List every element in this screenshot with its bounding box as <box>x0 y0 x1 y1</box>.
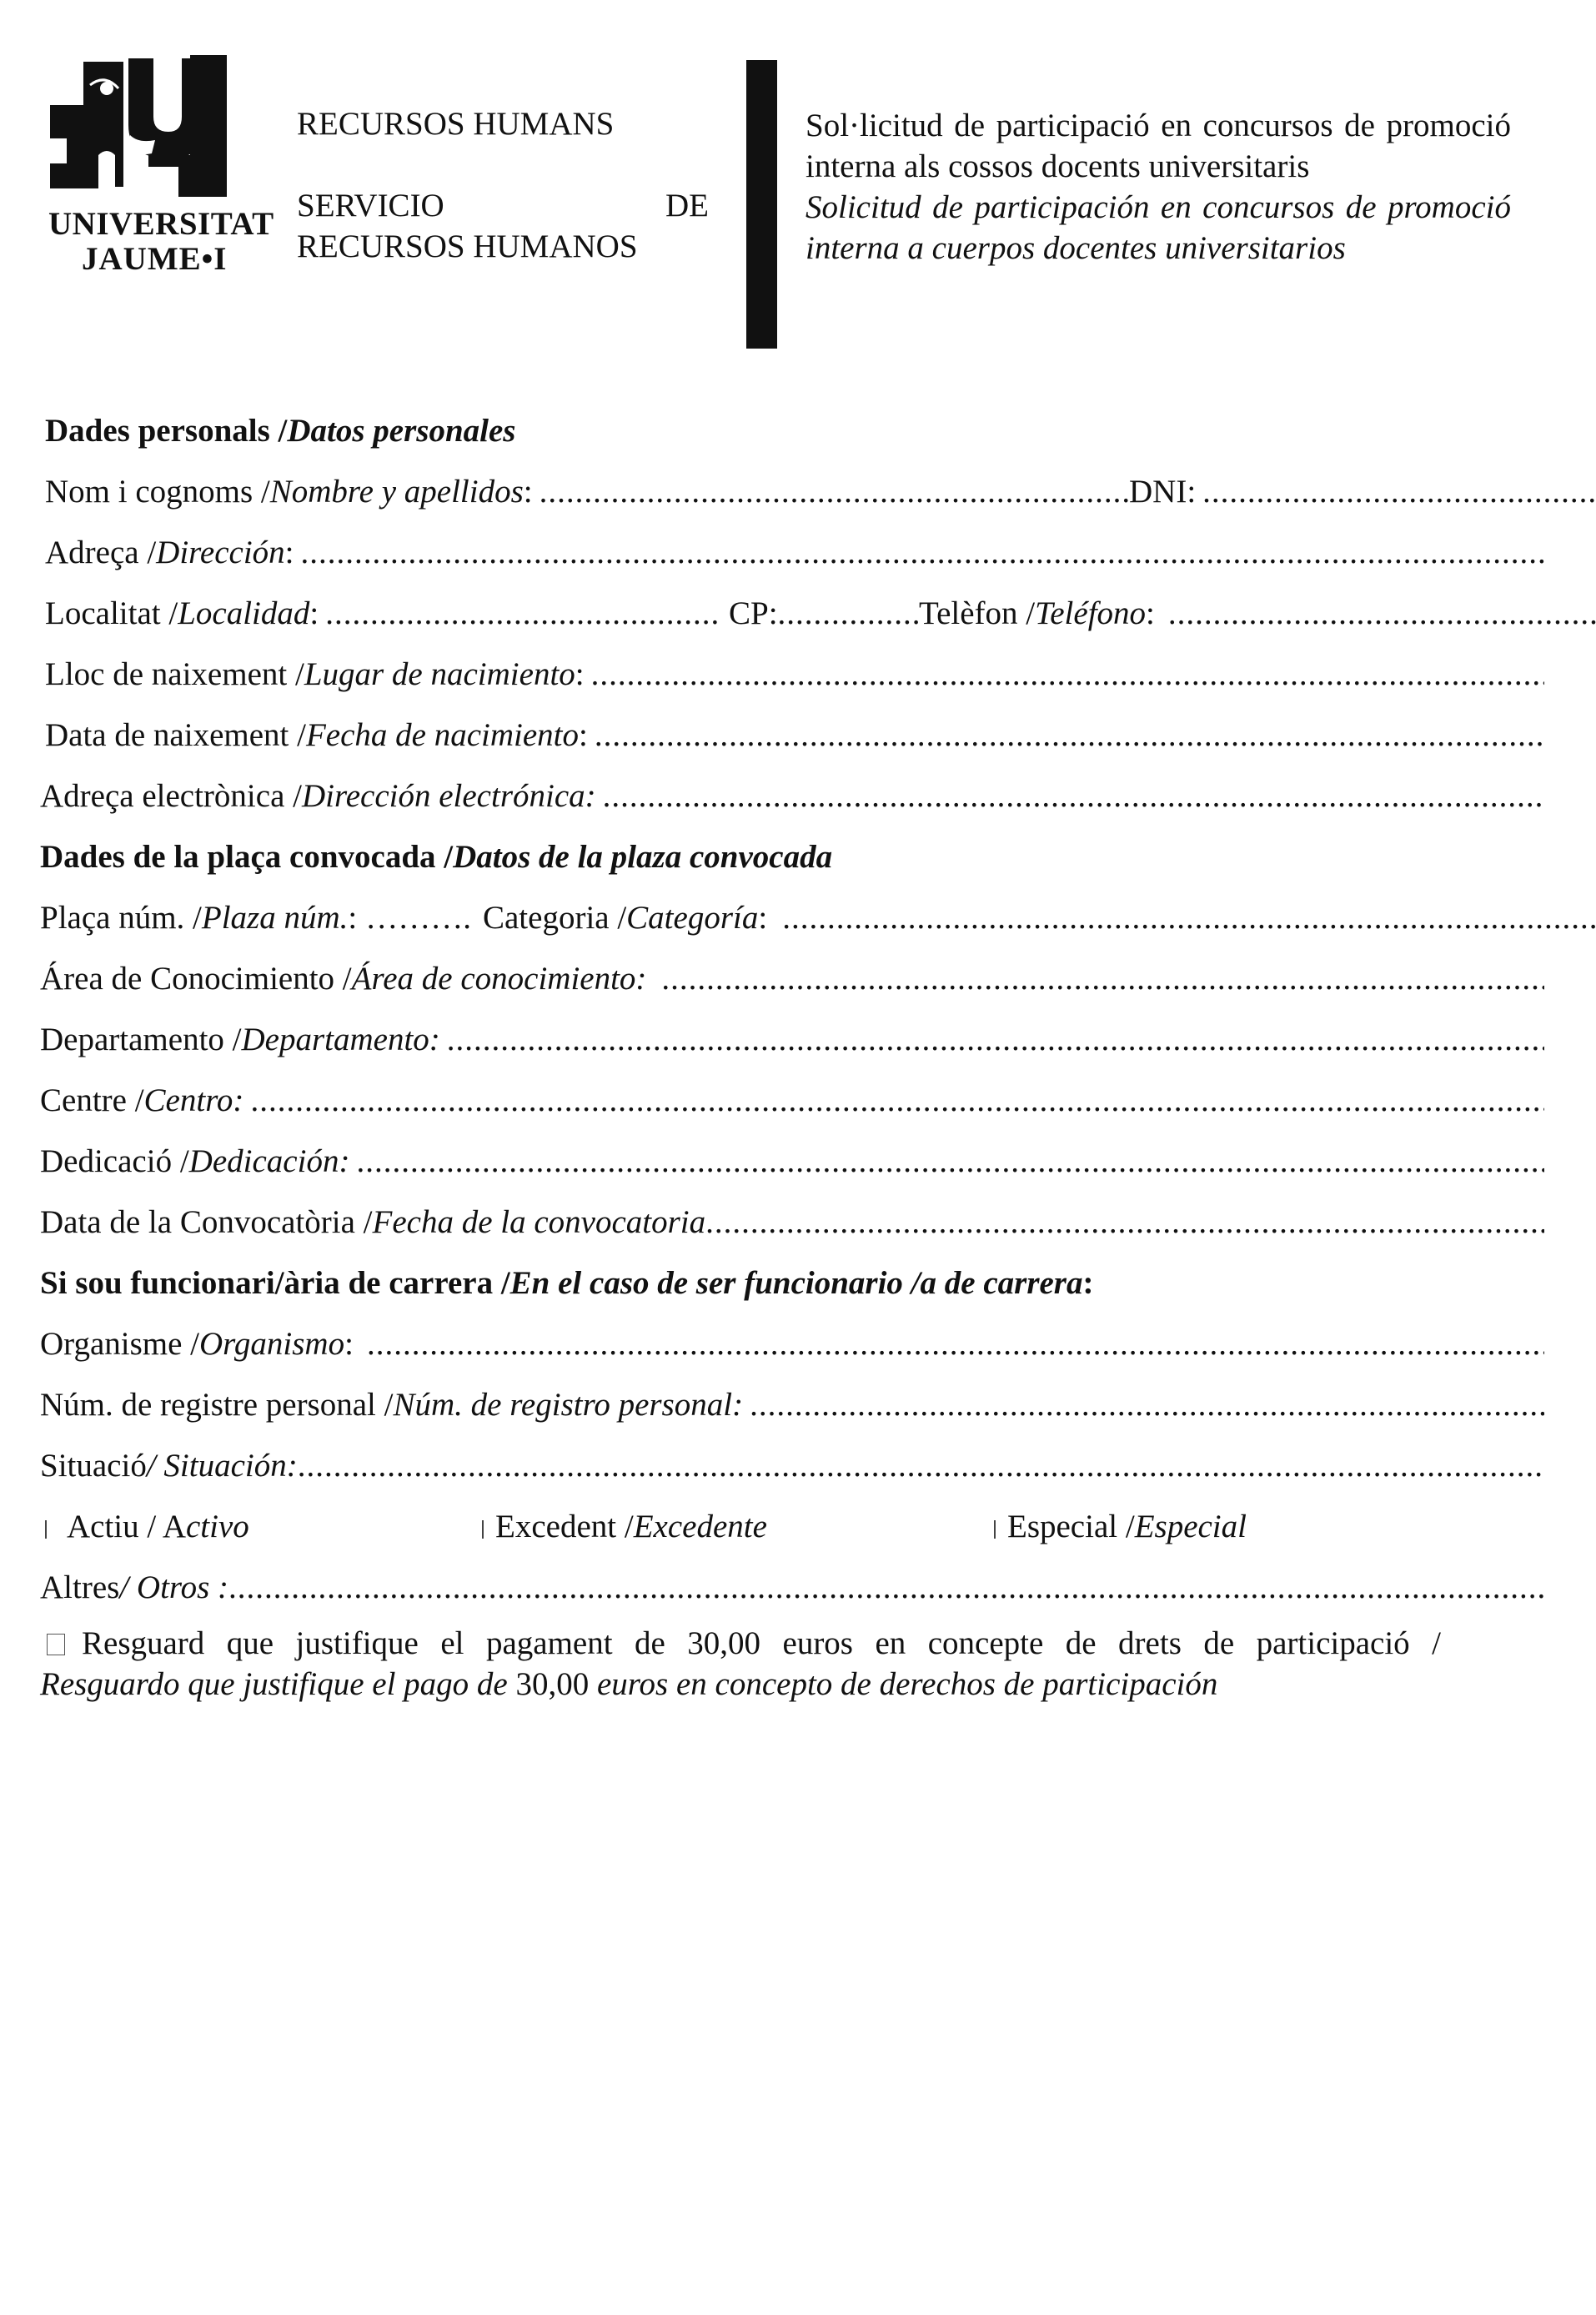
town-field[interactable]: Localitat / Localidad : ..... <box>45 595 720 632</box>
option-excedent[interactable] <box>482 1508 767 1545</box>
section-heading-civil-servant <box>40 1264 1093 1306</box>
name-field[interactable]: Nom i cognoms / Nombre y apellidos : ..... <box>45 473 1129 510</box>
heading-ca: Si sou funcionari/ària de carrera / <box>40 1265 510 1301</box>
heading-ca: Dades personals / <box>45 413 288 449</box>
birthdate-label-ca: Data de naixement / <box>45 717 306 753</box>
cp-field[interactable] <box>729 595 919 632</box>
category-field[interactable]: Categoria / Categoría : ..... <box>483 899 1596 937</box>
dedication-label-es: Dedicación: <box>188 1143 350 1179</box>
department-es-word2: DE <box>665 188 709 223</box>
department-es-word1: SERVICIO <box>297 188 444 223</box>
area-label-ca: Área de Conocimiento / <box>40 961 352 997</box>
form-title-es: Solicitud de participación en concursos de promoció interna a cuerpos docentes universitarios <box>806 189 1511 266</box>
org-label-ca: Organisme / <box>40 1326 200 1362</box>
dept-label-es: Departamento: <box>241 1022 440 1057</box>
birthdate-label-es: Fecha de nacimiento <box>305 717 579 753</box>
call-date-label-ca: Data de la Convocatòria / <box>40 1204 373 1240</box>
option-excedent-checkbox[interactable] <box>482 1520 484 1539</box>
department-field[interactable] <box>40 1021 1544 1062</box>
form-title-ca: Sol·licitud de participació en concursos de promoció interna als cossos docents universitaris <box>806 108 1511 184</box>
heading-es: Datos de la plaza convocada <box>453 839 833 875</box>
option-special-label-ca: Especial / <box>1007 1509 1135 1544</box>
name-label-es: Nombre y apellidos <box>269 474 524 510</box>
university-name-line1: UNIVERSITAT <box>48 206 274 242</box>
place-label-ca: Plaça núm. / <box>40 900 202 936</box>
centre-label-es: Centro: <box>143 1082 244 1118</box>
dedication-label-ca: Dedicació / <box>40 1143 189 1179</box>
option-active[interactable] <box>45 1508 249 1545</box>
place-number-field[interactable]: Plaça núm. / Plaza núm. : ………. <box>40 900 471 936</box>
situation-field[interactable] <box>40 1447 1544 1489</box>
payment-amount: 30,00 <box>515 1666 590 1702</box>
birthdate-field[interactable]: Data de naixement / Fecha de nacimiento : ..... <box>45 716 1544 758</box>
category-label-es: Categoría <box>626 900 759 936</box>
heading-es: Datos personales <box>287 413 516 449</box>
email-label-ca: Adreça electrònica / <box>40 778 302 814</box>
heading-colon: : <box>1082 1265 1094 1301</box>
option-special-label-es: Especial <box>1134 1509 1247 1544</box>
department-block <box>297 103 709 267</box>
situation-label-es: / Situación: <box>146 1448 298 1484</box>
birthplace-label-ca: Lloc de naixement / <box>45 656 304 692</box>
heading-es: En el caso de ser funcionario /a de carrera <box>509 1265 1083 1301</box>
area-label-es: Área de conocimiento: <box>351 961 647 997</box>
option-special[interactable] <box>994 1508 1247 1545</box>
form-title <box>806 105 1511 269</box>
org-label-es: Organismo <box>199 1326 345 1362</box>
department-ca: RECURSOS HUMANS <box>297 106 615 142</box>
dedication-field[interactable] <box>40 1142 1544 1184</box>
payment-receipt-item <box>40 1623 1441 1705</box>
town-cp-phone-row <box>45 595 1544 636</box>
call-date-label-es: Fecha de la convocatoria <box>372 1204 706 1240</box>
place-category-row <box>40 899 1573 941</box>
town-label-ca: Localitat / <box>45 595 178 631</box>
department-es-line1 <box>297 185 709 226</box>
centre-field[interactable] <box>40 1082 1544 1123</box>
department-es-line2: RECURSOS HUMANOS <box>297 228 638 264</box>
option-excedent-label-ca: Excedent / <box>495 1509 634 1544</box>
others-label-es: / Otros : <box>119 1569 229 1605</box>
header-divider <box>746 60 777 349</box>
option-special-checkbox[interactable] <box>994 1520 996 1539</box>
personal-register-field[interactable] <box>40 1386 1544 1428</box>
reg-label-ca: Núm. de registre personal / <box>40 1387 394 1423</box>
option-active-label-es: ctivo <box>186 1509 249 1544</box>
dni-label: DNI: <box>1129 474 1197 510</box>
birthplace-label-es: Lugar de nacimiento <box>304 656 575 692</box>
phone-label-es: Teléfono <box>1035 595 1147 631</box>
knowledge-area-field[interactable] <box>40 960 1544 1002</box>
section-heading-position <box>40 838 832 880</box>
dept-label-ca: Departamento / <box>40 1022 242 1057</box>
payment-receipt-es-line <box>40 1664 1441 1705</box>
email-field[interactable] <box>40 777 1544 819</box>
centre-label-ca: Centre / <box>40 1082 144 1118</box>
cp-label: CP: <box>729 595 778 631</box>
situation-label-ca: Situació <box>40 1448 147 1484</box>
category-label-ca: Categoria / <box>482 900 627 936</box>
phone-field[interactable]: Telèfon / Teléfono : ..... <box>919 595 1596 632</box>
payment-receipt-es-part1: Resguardo que justifique el pago de <box>40 1666 516 1702</box>
name-dni-row <box>45 473 1544 515</box>
birthplace-field[interactable]: Lloc de naixement / Lugar de nacimiento : ..... <box>45 655 1544 697</box>
email-label-es: Dirección electrónica: <box>301 778 596 814</box>
option-active-checkbox[interactable] <box>45 1520 47 1539</box>
dni-field[interactable] <box>1129 473 1596 510</box>
address-field[interactable]: Adreça / Dirección : ..... <box>45 534 1544 575</box>
others-field[interactable] <box>40 1569 1544 1610</box>
others-label-ca: Altres <box>40 1569 120 1605</box>
place-number-dots: ………. <box>365 900 471 936</box>
receipt-checkbox[interactable] <box>47 1634 65 1655</box>
heading-ca: Dades de la plaça convocada / <box>40 839 454 875</box>
town-label-es: Localidad <box>178 595 310 631</box>
name-label-ca: Nom i cognoms / <box>45 474 270 510</box>
address-label-es: Dirección <box>156 535 285 570</box>
call-date-field[interactable] <box>40 1203 1544 1245</box>
phone-label-ca: Telèfon / <box>919 595 1036 631</box>
university-name-line2: JAUME•I <box>82 241 228 277</box>
option-excedent-label-es: Excedente <box>633 1509 767 1544</box>
section-heading-personal <box>45 412 515 454</box>
place-label-es: Plaza núm. <box>201 900 349 936</box>
organism-field[interactable]: Organisme / Organismo : ..... <box>40 1325 1544 1367</box>
payment-receipt-ca: Resguard que justifique el pagament de 30,00 euros en concepte de drets de participació / <box>82 1625 1441 1661</box>
reg-label-es: Núm. de registro personal: <box>393 1387 744 1423</box>
payment-receipt-ca-line <box>40 1623 1441 1664</box>
option-active-label-ca: Actiu / A <box>67 1509 186 1544</box>
situation-options <box>45 1508 1379 1549</box>
payment-receipt-es-part2: euros en concepto de derechos de participación <box>589 1666 1218 1702</box>
address-label-ca: Adreça / <box>45 535 157 570</box>
